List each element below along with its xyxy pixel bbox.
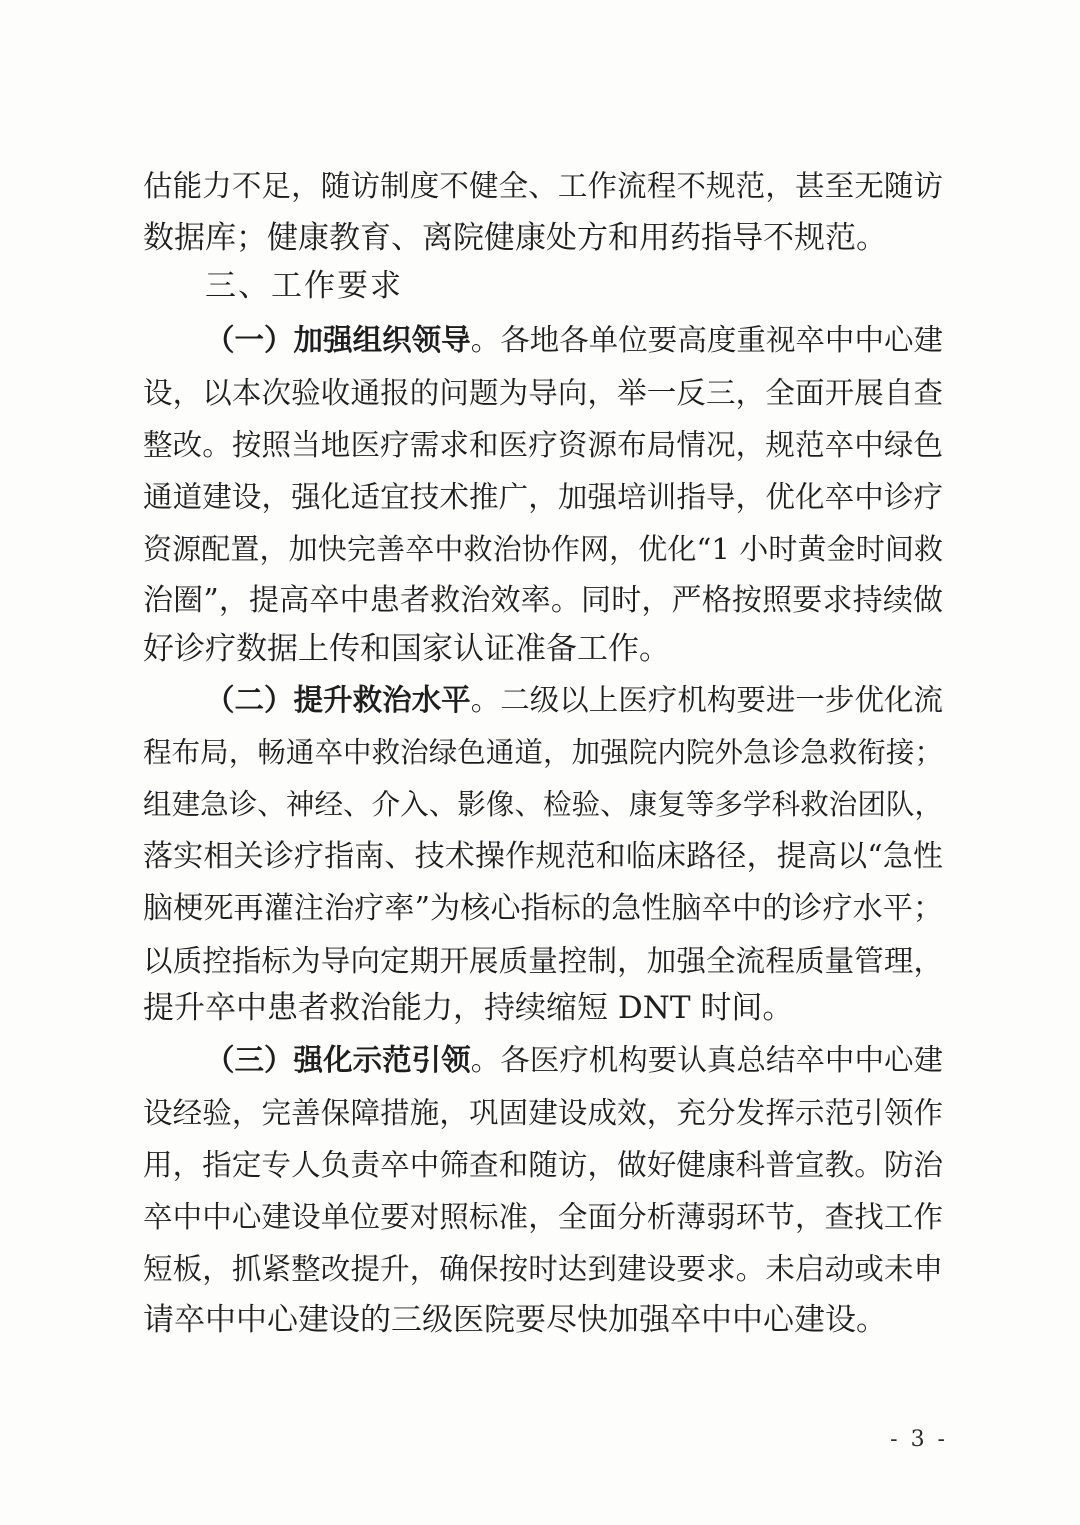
paragraph-lead-heading: （一）加强组织领导 (205, 322, 471, 357)
paragraph-text: 。各医疗机构要认真总结卒中中心建 (470, 1043, 943, 1077)
paragraph-text: 。二级以上医疗机构要进一步优化流 (470, 683, 943, 717)
paragraph-line: 脑梗死再灌注治疗率”为核心指标的急性脑卒中的诊疗水平； (143, 891, 943, 926)
paragraph-line: 以质控指标为导向定期开展质量控制，加强全流程质量管理， (143, 944, 943, 978)
paragraph-line: 治圈”，提高卒中患者救治效率。同时，严格按照要求持续做 (143, 583, 943, 618)
paragraph-line: 资源配置，加快完善卒中救治协作网，优化“1 小时黄金时间救 (143, 532, 943, 566)
paragraph-line: 设，以本次验收通报的问题为导向，举一反三，全面开展自查 (143, 376, 943, 410)
paragraph-line: 组建急诊、神经、介入、影像、检验、康复等多学科救治团队， (143, 788, 943, 821)
paragraph-line: 提升卒中患者救治能力，持续缩短 DNT 时间。 (143, 990, 794, 1026)
paragraph-line: 用，指定专人负责卒中筛查和随访，做好健康科普宣教。防治 (143, 1148, 943, 1182)
paragraph-line: 卒中中心建设单位要对照标准，全面分析薄弱环节，查找工作 (143, 1200, 943, 1234)
continuation-line: 数据库；健康教育、离院健康处方和用药指导不规范。 (143, 220, 887, 256)
paragraph-first-line (205, 1040, 943, 1080)
paragraph-line: 短板，抓紧整改提升，确保按时达到建设要求。未启动或未申 (143, 1252, 943, 1286)
paragraph-line: 通道建设，强化适宜技术推广，加强培训指导，优化卒中诊疗 (143, 480, 943, 514)
paragraph-line: 好诊疗数据上传和国家认证准备工作。 (143, 631, 670, 667)
paragraph-first-line (205, 320, 943, 360)
paragraph-line: 程布局，畅通卒中救治绿色通道，加强院内院外急诊急救衔接； (143, 736, 943, 769)
paragraph-first-line (205, 680, 943, 720)
paragraph-line: 落实相关诊疗指南、技术操作规范和临床路径，提高以“急性 (143, 839, 943, 874)
paragraph-lead-heading: （二）提升救治水平 (205, 682, 471, 717)
paragraph-line: 设经验，完善保障措施，巩固建设成效，充分发挥示范引领作 (143, 1096, 943, 1130)
section-heading: 三、工作要求 (205, 268, 403, 304)
paragraph-text: 。各地各单位要高度重视卒中中心建 (470, 323, 943, 357)
page-number: - 3 - (890, 1427, 948, 1452)
paragraph-line: 请卒中中心建设的三级医院要尽快加强卒中中心建设。 (143, 1302, 887, 1338)
paragraph-line: 整改。按照当地医疗需求和医疗资源布局情况，规范卒中绿色 (143, 428, 943, 462)
paragraph-lead-heading: （三）强化示范引领 (205, 1042, 471, 1077)
continuation-line: 估能力不足，随访制度不健全、工作流程不规范，甚至无随访 (143, 169, 943, 203)
